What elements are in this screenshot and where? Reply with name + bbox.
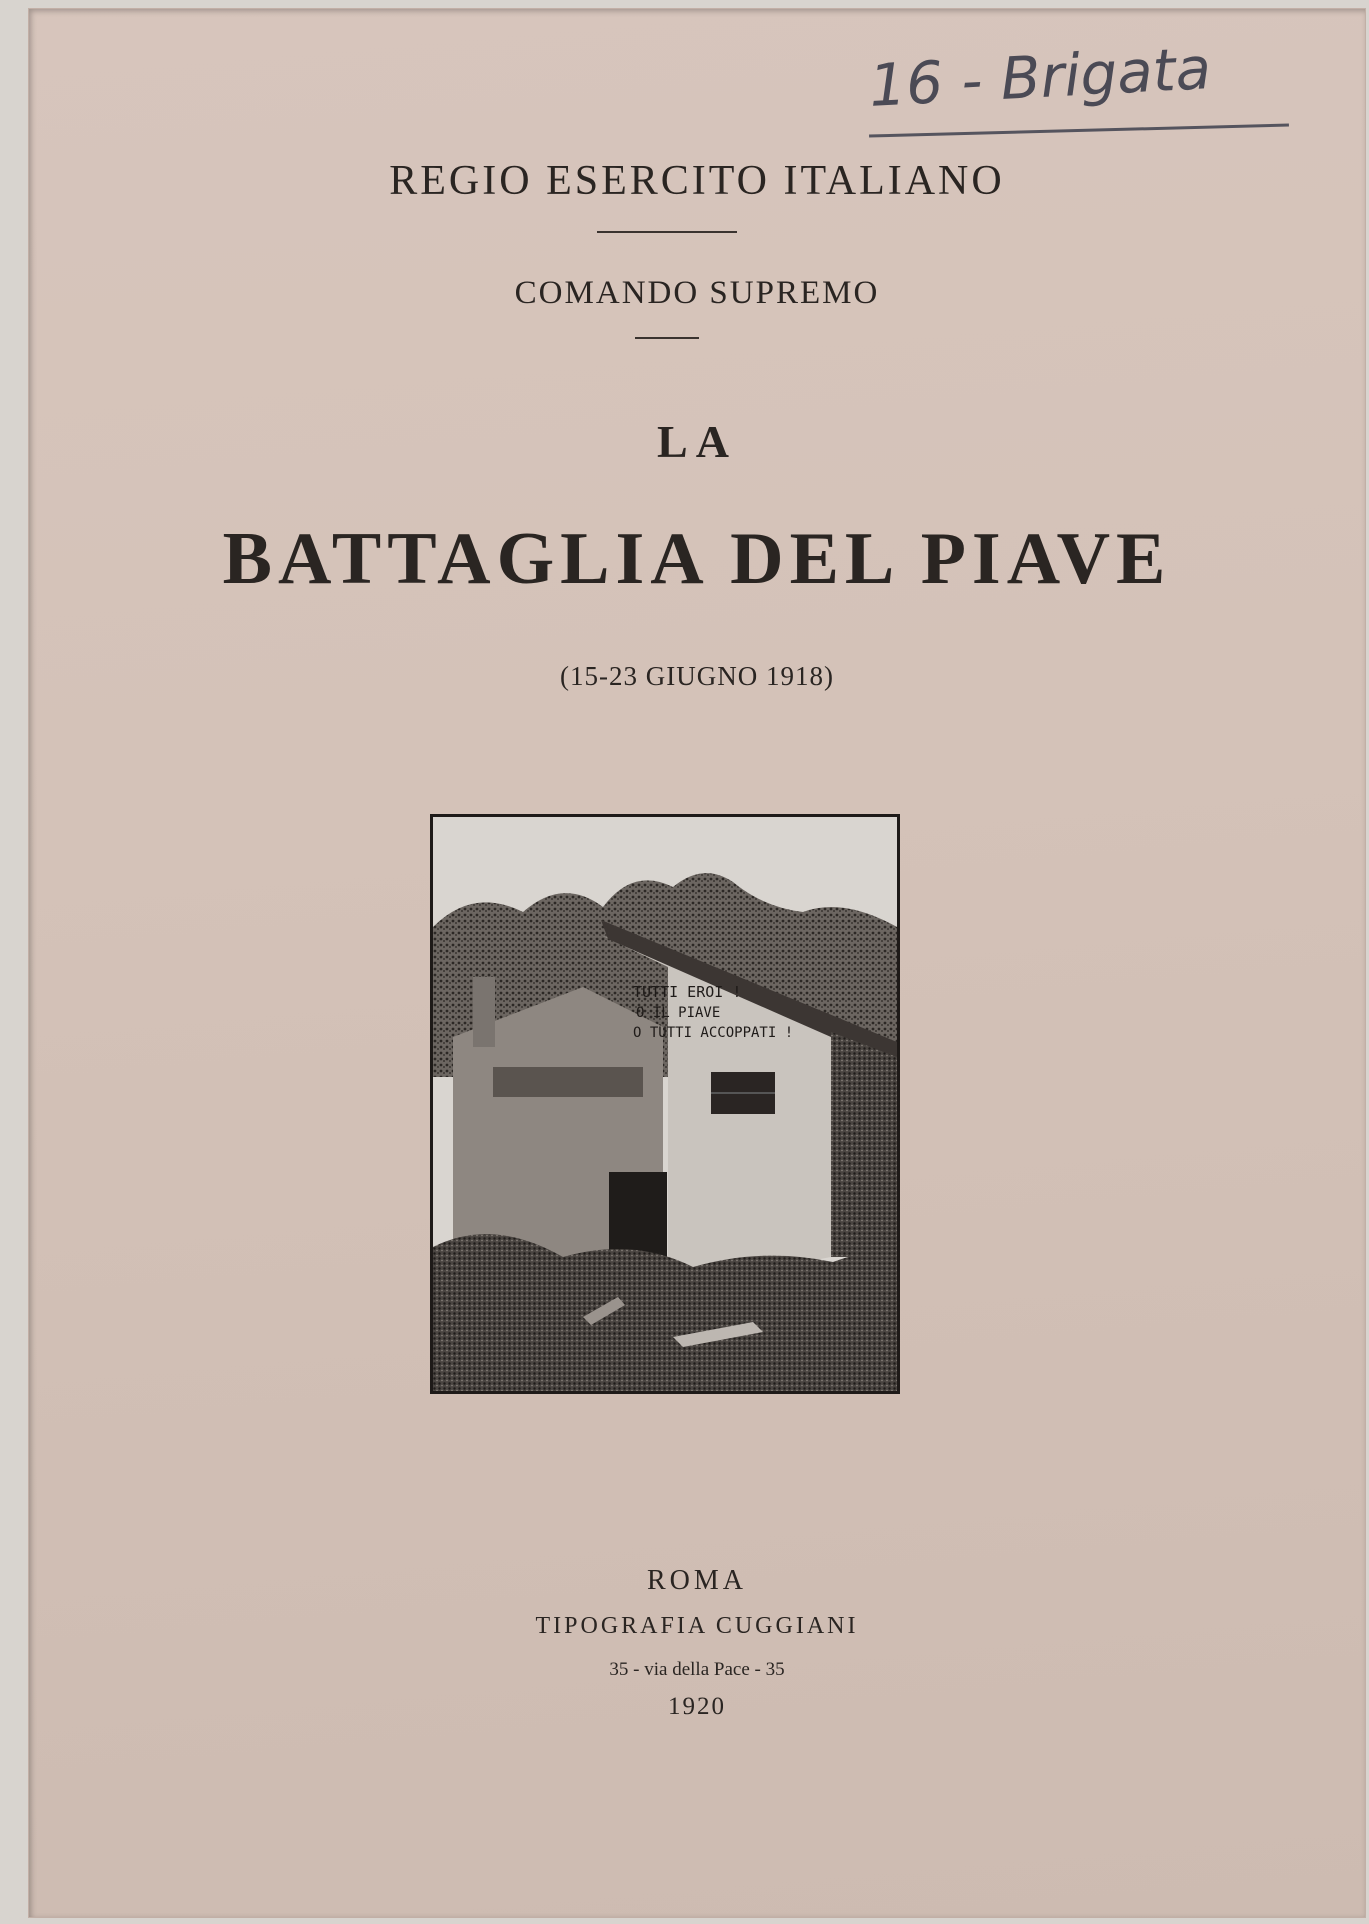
inscription-line-1: TUTTI EROI ! — [633, 983, 742, 1001]
divider-rule-short — [635, 337, 699, 339]
handwritten-note: 16 - Brigata — [867, 34, 1213, 120]
book-cover — [28, 8, 1366, 1918]
handwritten-underline — [869, 124, 1289, 138]
institution-heading: REGIO ESERCITO ITALIANO — [389, 158, 1005, 204]
ruined-house-illustration — [433, 817, 897, 1391]
inscription-line-2: O IL PIAVE — [636, 1005, 721, 1021]
command-heading: COMANDO SUPREMO — [514, 275, 880, 311]
battle-dates: (15-23 GIUGNO 1918) — [560, 661, 834, 691]
book-title: BATTAGLIA DEL PIAVE — [222, 518, 1172, 600]
divider-rule — [597, 231, 737, 233]
printer-address: 35 - via della Pace - 35 — [609, 1659, 785, 1680]
handwritten-annotation — [829, 29, 1299, 149]
publication-year: 1920 — [668, 1693, 726, 1720]
publication-city: ROMA — [646, 1565, 747, 1596]
title-article: LA — [657, 416, 737, 467]
inscription-line-3: O TUTTI ACCOPPATI ! — [633, 1025, 794, 1041]
printer-name: TIPOGRAFIA CUGGIANI — [535, 1613, 859, 1639]
cover-photograph — [430, 814, 900, 1394]
